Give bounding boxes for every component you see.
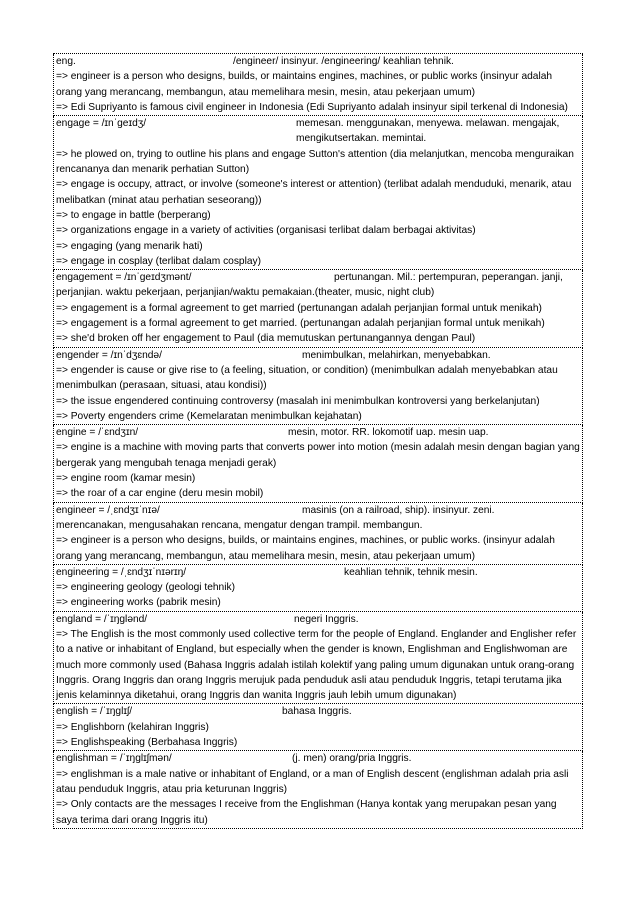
gloss: keahlian tehnik, tehnik mesin. bbox=[344, 566, 478, 578]
example-line: => Only contacts are the messages I receive from the Englishman (Hanya kontak yang merupakan pesan yang saya terima dari orang Inggris itu) bbox=[56, 799, 557, 826]
headword: english = /ˈɪŋglɪʃ/ bbox=[56, 706, 133, 718]
dictionary-sheet bbox=[53, 53, 583, 829]
example-line: => engine room (kamar mesin) bbox=[56, 473, 196, 485]
example-line: => The English is the most commonly used collective term for the people of England. Englander and Englisher refer to a native or inhabitant of England, but especially when the gender is known, Englishman and Englishwoman are much more commonly used (Bahasa Inggris adalah istilah kolektif yang paling umum digunakan untuk orang-orang Inggris. Orang Inggris dan orang Inggris merujuk pada penduduk asli atau penduduk Inggris, tetapi terutama jika jenis kelaminnya diketahui, orang Inggris dan wanita Inggris jauh lebih umum digunakan) bbox=[56, 628, 577, 702]
entry-headline bbox=[56, 54, 580, 69]
dictionary-entry bbox=[53, 503, 583, 565]
example-line: => engineering works (pabrik mesin) bbox=[56, 597, 221, 609]
example-line: => the issue engendered continuing controversy (masalah ini menimbulkan kontroversi yang berkelanjutan) bbox=[56, 395, 540, 407]
headword: engage = /ɪnˈgeɪdʒ/ bbox=[56, 118, 147, 130]
example-line: => engage in cosplay (terlibat dalam cosplay) bbox=[56, 255, 261, 267]
example-line: => he plowed on, trying to outline his plans and engage Sutton's attention (dia melanjutkan, mencoba menguraikan rencananya dan menarik perhatian Sutton) bbox=[56, 148, 574, 176]
dictionary-entry bbox=[53, 425, 583, 502]
example-line: => to engage in battle (berperang) bbox=[56, 209, 211, 221]
example-line: => the roar of a car engine (deru mesin mobil) bbox=[56, 488, 264, 500]
gloss: menimbulkan, melahirkan, menyebabkan. bbox=[302, 349, 491, 361]
example-line: => engage is occupy, attract, or involve (someone's interest or attention) (terlibat adalah menduduki, menarik, atau melibatkan (minat atau perhatian seseorang)) bbox=[56, 179, 572, 206]
dictionary-entry bbox=[53, 751, 583, 828]
headword: england = /ˈɪŋglənd/ bbox=[56, 613, 148, 625]
headword: engender = /ɪnˈdʒɛndə/ bbox=[56, 349, 162, 361]
example-line: => engender is cause or give rise to (a feeling, situation, or condition) (menimbulkan adalah menyebabkan atau menimbulkan (perasaan, situasi, atau kondisi)) bbox=[56, 364, 558, 392]
gloss: negeri Inggris. bbox=[294, 613, 359, 625]
gloss: /engineer/ insinyur. /engineering/ keahlian tehnik. bbox=[233, 56, 454, 67]
entry-headline bbox=[56, 116, 580, 131]
dictionary-entry bbox=[53, 348, 583, 425]
dictionary-entry bbox=[53, 704, 583, 751]
entry-headline bbox=[56, 503, 580, 518]
example-line: => engineering geology (geologi tehnik) bbox=[56, 582, 235, 594]
example-line: => engine is a machine with moving parts that converts power into motion (mesin adalah mesin dengan bagian yang bergerak yang mengubah tenaga menjadi gerak) bbox=[56, 442, 580, 469]
dictionary-entry bbox=[53, 612, 583, 705]
headword: englishman = /ˈɪŋglɪʃmən/ bbox=[56, 753, 172, 765]
headword: engine = /ˈɛndʒɪn/ bbox=[56, 427, 139, 439]
example-line: => Englishspeaking (Berbahasa Inggris) bbox=[56, 737, 238, 749]
dictionary-entry bbox=[53, 116, 583, 270]
gloss: memesan. menggunakan, menyewa. melawan. mengajak, mengikutsertakan. memintai. bbox=[296, 118, 560, 145]
gloss: bahasa Inggris. bbox=[282, 706, 352, 718]
entry-headline bbox=[56, 704, 580, 719]
headword: engineering = /ˌɛndʒɪˈnɪərɪŋ/ bbox=[56, 566, 187, 578]
dictionary-entry bbox=[53, 565, 583, 612]
example-line: merencanakan, mengusahakan rencana, mengatur dengan trampil. membangun. bbox=[56, 519, 423, 531]
example-line: => engagement is a formal agreement to get married. (pertunangan adalah perjanjian formal untuk menikah) bbox=[56, 318, 545, 330]
entry-headline bbox=[56, 348, 580, 363]
headword: eng. bbox=[56, 56, 76, 67]
example-line: => engagement is a formal agreement to get married (pertunangan adalah perjanjian formal untuk menikah) bbox=[56, 302, 542, 314]
entry-headline bbox=[56, 270, 580, 285]
entry-headline bbox=[56, 751, 580, 766]
entry-headline bbox=[56, 612, 580, 627]
gloss: (j. men) orang/pria Inggris. bbox=[292, 753, 412, 765]
entry-headline bbox=[56, 425, 580, 440]
headword: engagement = /ɪnˈgeɪdʒmənt/ bbox=[56, 272, 192, 284]
example-line: => Edi Supriyanto is famous civil engineer in Indonesia (Edi Supriyanto adalah insinyur sipil terkenal di Indonesia) bbox=[56, 101, 568, 113]
example-line: => Englishborn (kelahiran Inggris) bbox=[56, 721, 209, 733]
example-line: => engaging (yang menarik hati) bbox=[56, 240, 203, 252]
gloss: masinis (on a railroad, ship). insinyur. zeni. bbox=[302, 504, 495, 516]
entry-headline bbox=[56, 565, 580, 580]
dictionary-entry bbox=[53, 54, 583, 116]
example-line: => organizations engage in a variety of activities (organisasi terlibat dalam berbagai aktivitas) bbox=[56, 225, 476, 237]
dictionary-entry bbox=[53, 270, 583, 347]
gloss: pertunangan. Mil.: pertempuran, peperangan. janji, perjanjian. waktu pekerjaan, perjanjian/waktu pemakaian.(theater, music, night club) bbox=[56, 272, 563, 299]
example-line: => Poverty engenders crime (Kemelaratan menimbulkan kejahatan) bbox=[56, 410, 362, 422]
example-line: => she'd broken off her engagement to Paul (dia memutuskan pertunangannya dengan Paul) bbox=[56, 333, 476, 345]
headword: engineer = /ˌɛndʒɪˈnɪə/ bbox=[56, 504, 160, 516]
example-line: => engineer is a person who designs, builds, or maintains engines, machines, or public works (insinyur adalah orang yang merancang, membangun, atau memelihara mesin, mesin, atau pekerjaan umum) bbox=[56, 71, 553, 98]
gloss: mesin, motor. RR. lokomotif uap. mesin uap. bbox=[288, 427, 489, 439]
example-line: => engineer is a person who designs, builds, or maintains engines, machines, or public works. (insinyur adalah orang yang merancang, membangun, atau memelihara mesin, mesin, atau pekerjaan umum) bbox=[56, 535, 555, 562]
example-line: => englishman is a male native or inhabitant of England, or a man of English descent (englishman adalah pria asli atau penduduk Inggris, atau pria keturunan Inggris) bbox=[56, 768, 569, 795]
